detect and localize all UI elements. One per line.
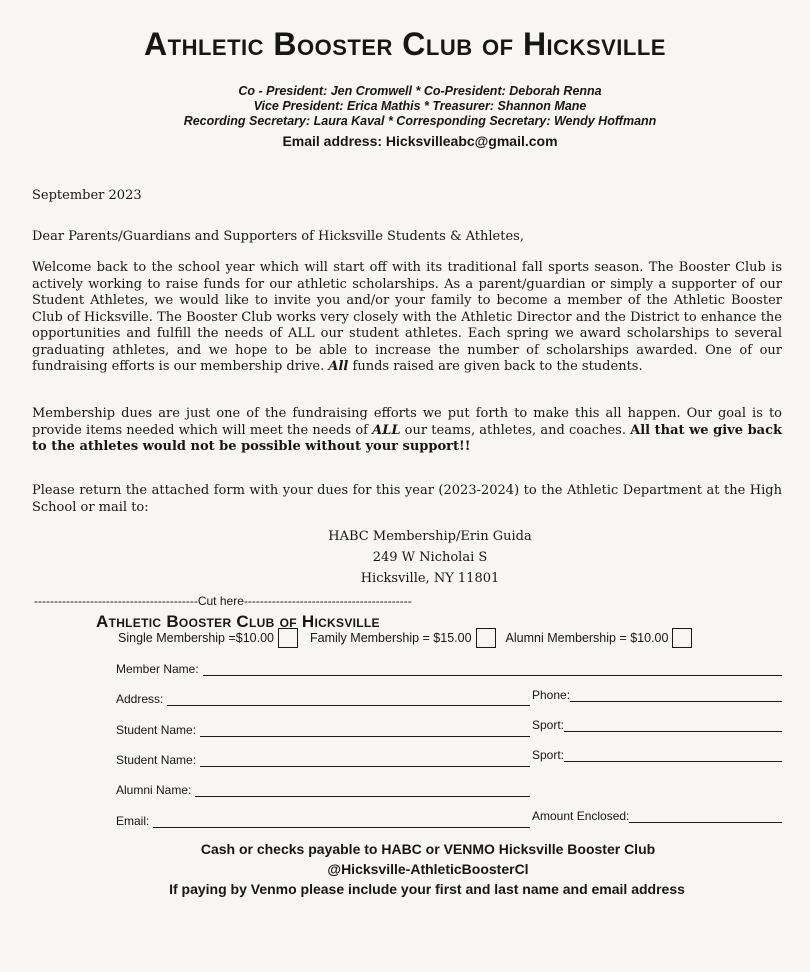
alumni-name-row bbox=[116, 783, 530, 797]
officers-line-2: Vice President: Erica Mathis * Treasurer: Shannon Mane bbox=[253, 99, 587, 113]
payment-instructions-line-1: Cash or checks payable to HABC or VENMO Hicksville Booster Club bbox=[200, 841, 656, 857]
phone-label: Phone: bbox=[532, 688, 571, 702]
student-name-label-1: Student Name: bbox=[116, 723, 197, 737]
letter-salutation: Dear Parents/Guardians and Supporters of Hicksville Students & Athletes, bbox=[32, 229, 524, 244]
venmo-handle: @Hicksville-AthleticBoosterCl bbox=[327, 861, 529, 877]
alumni-membership-checkbox[interactable] bbox=[672, 628, 692, 648]
family-membership-label: Family Membership = $15.00 bbox=[310, 631, 472, 645]
sport-label-2: Sport: bbox=[532, 748, 565, 762]
amount-enclosed-row bbox=[532, 809, 782, 823]
family-membership-option[interactable] bbox=[310, 628, 496, 648]
student-name-label-2: Student Name: bbox=[116, 753, 197, 767]
address-field[interactable] bbox=[167, 693, 530, 706]
student-name-row-1 bbox=[116, 723, 530, 737]
address-line-2: 249 W Nicholai S bbox=[372, 550, 488, 565]
p2-emphasis-all: ALL bbox=[372, 422, 401, 438]
address-row bbox=[116, 692, 530, 706]
address-line-1: HABC Membership/Erin Guida bbox=[328, 529, 532, 544]
phone-field[interactable] bbox=[570, 689, 782, 702]
letter-paragraph-1 bbox=[32, 260, 782, 376]
email-row bbox=[116, 814, 530, 828]
single-membership-label: Single Membership =$10.00 bbox=[118, 631, 274, 645]
student-name-row-2 bbox=[116, 753, 530, 767]
email-field[interactable] bbox=[153, 815, 530, 828]
alumni-name-field[interactable] bbox=[195, 784, 530, 797]
email-label: Email: bbox=[116, 814, 150, 828]
form-title: Athletic Booster Club of Hicksville bbox=[96, 612, 380, 631]
amount-enclosed-field[interactable] bbox=[629, 810, 782, 823]
p1-emphasis-all: All bbox=[328, 359, 349, 374]
p1-text-a: Welcome back to the school year which will start off with its traditional fall sports season. The Booster Club is actively working to raise funds for our athletic scholarships. As a parent/guardian or simply a supporter of our Student Athletes, we would like to invite you and/or your family to become a member of the Athletic Booster Club of Hicksville. The Booster Club works very closely with the Athletic Director and the District to enhance the opportunities and fulfill the needs of ALL our student athletes. Each spring we award scholarships to several graduating athletes, and we hope to be able to increase the number of scholarships awarded. One of our fundraising efforts is our membership drive. bbox=[32, 260, 782, 374]
phone-row bbox=[532, 688, 782, 702]
address-label: Address: bbox=[116, 692, 164, 706]
alumni-membership-option[interactable] bbox=[506, 628, 693, 648]
member-name-label: Member Name: bbox=[116, 662, 199, 676]
officers-line-1: Co - President: Jen Cromwell * Co-President: Deborah Renna bbox=[238, 84, 602, 98]
club-email: Email address: Hicksvilleabc@gmail.com bbox=[282, 133, 558, 149]
p1-text-b: funds raised are given back to the students. bbox=[348, 359, 643, 374]
amount-enclosed-label: Amount Enclosed: bbox=[532, 809, 630, 823]
alumni-name-label: Alumni Name: bbox=[116, 783, 192, 797]
p2-bold-support: All that we give back to the athletes would not be possible without your support!! bbox=[32, 422, 783, 454]
sport-label-1: Sport: bbox=[532, 718, 565, 732]
sport-field-1[interactable] bbox=[564, 719, 782, 732]
officers-line-3: Recording Secretary: Laura Kaval * Corresponding Secretary: Wendy Hoffmann bbox=[183, 114, 657, 128]
alumni-membership-label: Alumni Membership = $10.00 bbox=[505, 631, 669, 645]
letter-paragraph-2 bbox=[32, 406, 782, 456]
membership-options bbox=[118, 628, 768, 648]
single-membership-option[interactable] bbox=[118, 628, 298, 648]
p2-text-a: Membership dues are just one of the fundraising efforts we put forth to make this all happen. Our goal is to provide items needed which will meet the needs of bbox=[32, 406, 782, 438]
officers-list bbox=[0, 84, 810, 129]
letter-paragraph-3: Please return the attached form with your dues for this year (2023-2024) to the Athletic Department at the High School or mail to: bbox=[32, 483, 782, 515]
letter-date: September 2023 bbox=[32, 188, 142, 203]
sport-row-2 bbox=[532, 748, 782, 762]
family-membership-checkbox[interactable] bbox=[476, 628, 496, 648]
member-name-field[interactable] bbox=[203, 663, 782, 676]
single-membership-checkbox[interactable] bbox=[278, 628, 298, 648]
cut-here-divider: -----------------------------------------Cut here------------------------------------------ bbox=[34, 594, 412, 608]
sport-row-1 bbox=[532, 718, 782, 732]
address-line-3: Hicksville, NY 11801 bbox=[360, 571, 500, 586]
member-name-row bbox=[116, 662, 782, 676]
mailing-address bbox=[300, 526, 560, 589]
student-name-field-2[interactable] bbox=[200, 754, 530, 767]
p2-text-b: our teams, athletes, and coaches. bbox=[400, 422, 631, 438]
student-name-field-1[interactable] bbox=[200, 724, 530, 737]
page-title: Athletic Booster Club of Hicksville bbox=[144, 26, 666, 62]
sport-field-2[interactable] bbox=[564, 749, 782, 762]
venmo-instructions: If paying by Venmo please include your first and last name and email address bbox=[169, 881, 685, 897]
